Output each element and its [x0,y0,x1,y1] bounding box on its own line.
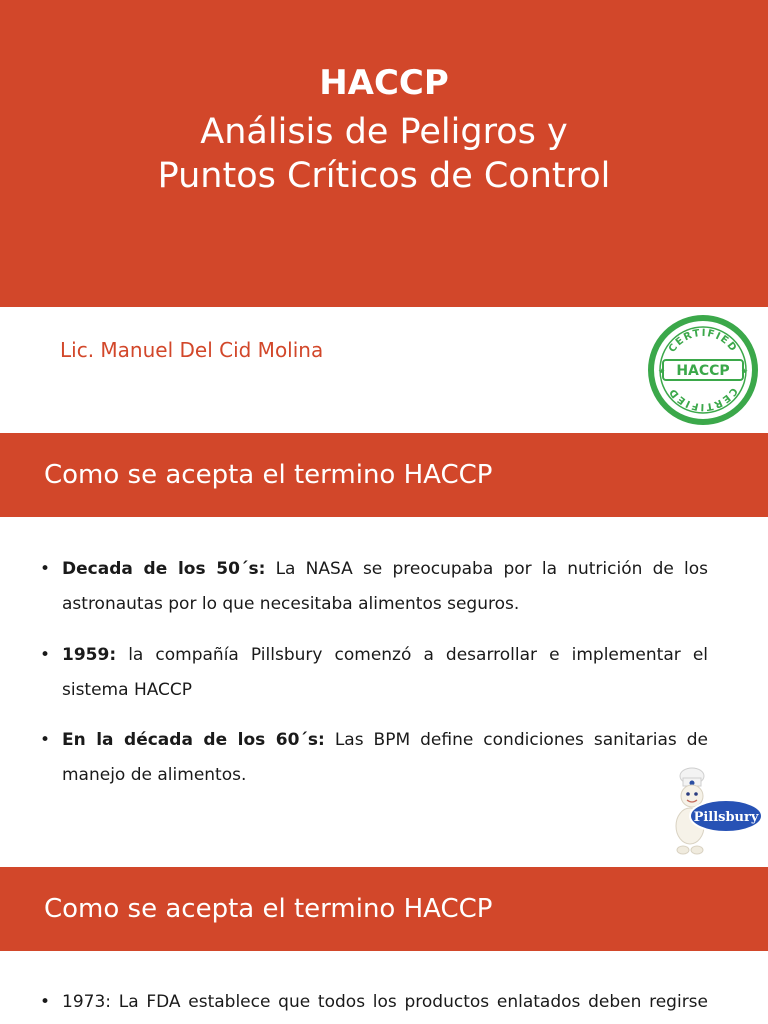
bullet-label: 1959: [62,645,117,665]
slide-subtitle [0,110,768,198]
section-heading-1: Como se acepta el termino HACCP [44,460,493,490]
bullet-label: En la década de los 60´s: [62,730,325,750]
bullet-text: 1973: La FDA establece que todos los productos enlatados deben regirse [62,992,708,1012]
bullet-dot-icon: • [40,559,51,579]
bullet-dot-icon: • [40,992,51,1012]
seal-star-right-icon: ★ [741,367,749,376]
seal-center-text: HACCP [676,363,730,379]
pillsbury-logo-text: Pillsbury [693,810,759,825]
haccp-certified-seal-icon [645,312,761,428]
subtitle-line-2: Puntos Críticos de Control [157,156,611,196]
pillsbury-doughboy-logo-icon [668,766,764,856]
bullet-text: La NASA se preocupaba por la nutrición de los astronautas por lo que necesitaba alimentos seguros. [62,559,708,614]
section-header-1 [0,433,768,517]
seal-bottom-text: CERTIFIED [666,385,740,413]
bullet-dot-icon: • [40,645,51,665]
subtitle-line-1: Análisis de Peligros y [200,112,568,152]
bullet-item-2 [40,638,708,708]
section-heading-2: Como se acepta el termino HACCP [44,894,493,924]
seal-top-text: CERTIFIED [666,327,740,355]
bullet-item-3 [40,723,708,793]
bullet-dot-icon: • [40,730,51,750]
bullet-text: la compañía Pillsbury comenzó a desarrollar e implementar el sistema HACCP [62,645,708,700]
section-header-2 [0,867,768,951]
bullet-item-4 [40,985,708,1020]
slide-title: HACCP [319,63,449,103]
title-band [0,0,768,307]
author-name: Lic. Manuel Del Cid Molina [60,338,324,362]
author-area [0,307,768,433]
seal-star-left-icon: ★ [658,367,666,376]
bullet-text: Las BPM define condiciones sanitarias de manejo de alimentos. [62,730,708,785]
bullet-label: Decada de los 50´s: [62,559,266,579]
bullet-item-1 [40,552,708,622]
